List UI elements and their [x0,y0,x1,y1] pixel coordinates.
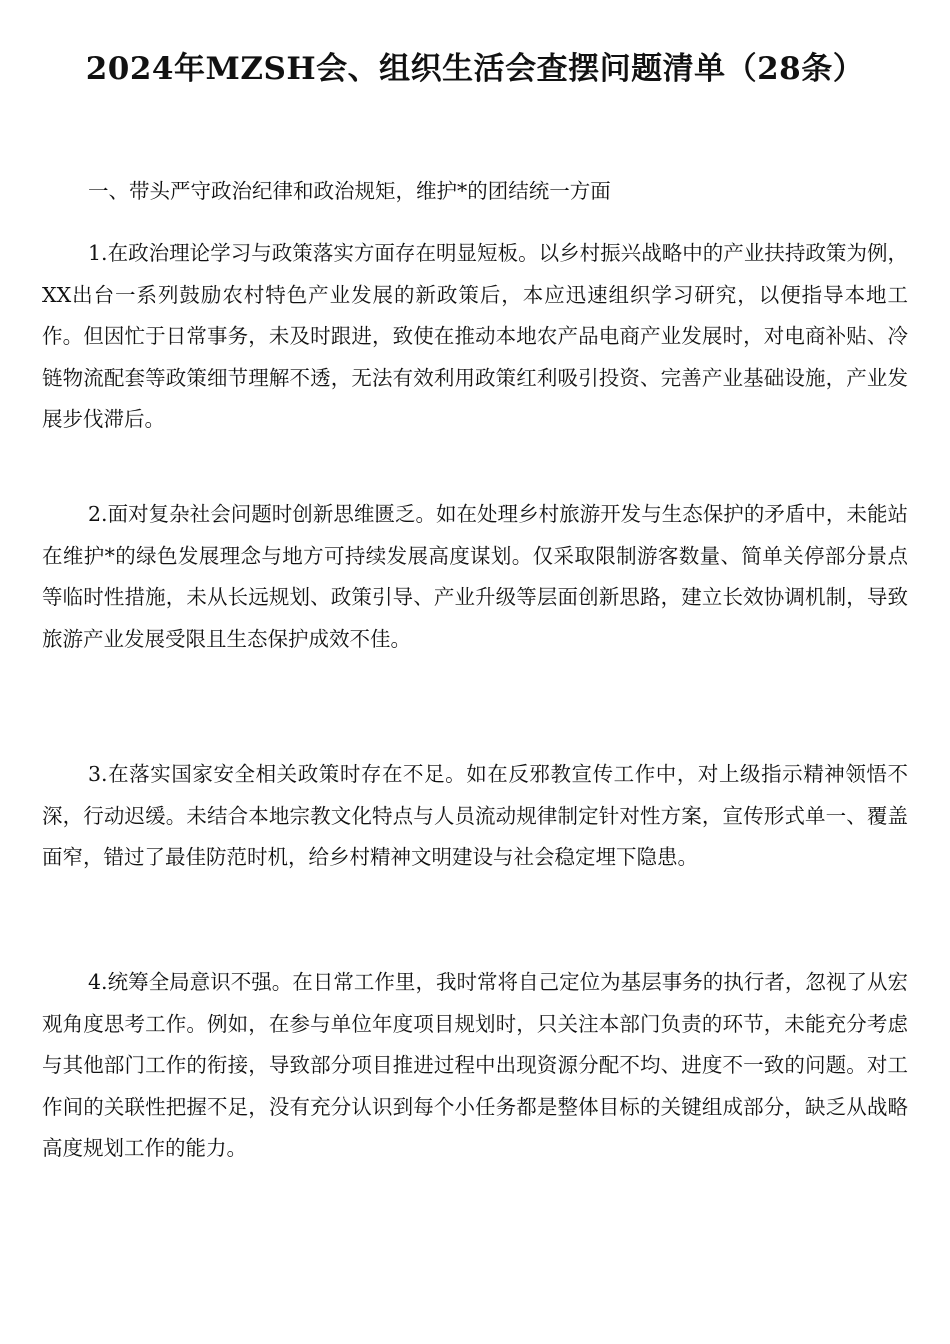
paragraph-2: 2.面对复杂社会问题时创新思维匮乏。如在处理乡村旅游开发与生态保护的矛盾中，未能站在维护*的绿色发展理念与地方可持续发展高度谋划。仅采取限制游客数量、简单关停部分景点等临时性措施，未从长远规划、政策引导、产业升级等层面创新思路，建立长效协调机制，导致旅游产业发展受限且生态保护成效不佳。 [42,502,908,651]
paragraph-1: 1.在政治理论学习与政策落实方面存在明显短板。以乡村振兴战略中的产业扶持政策为例，XX出台一系列鼓励农村特色产业发展的新政策后，本应迅速组织学习研究，以便指导本地工作。但因忙于日常事务，未及时跟进，致使在推动本地农产品电商产业发展时，对电商补贴、冷链物流配套等政策细节理解不透，无法有效利用政策红利吸引投资、完善产业基础设施，产业发展步伐滞后。 [42,241,908,431]
section-heading: 一、带头严守政治纪律和政治规矩，维护*的团结统一方面 [88,179,611,203]
paragraph-4: 4.统筹全局意识不强。在日常工作里，我时常将自己定位为基层事务的执行者，忽视了从宏观角度思考工作。例如，在参与单位年度项目规划时，只关注本部门负责的环节，未能充分考虑与其他部门工作的衔接，导致部分项目推进过程中出现资源分配不均、进度不一致的问题。对工作间的关联性把握不足，没有充分认识到每个小任务都是整体目标的关键组成部分，缺乏从战略高度规划工作的能力。 [42,970,908,1160]
document-title: 2024年MZSH会、组织生活会查摆问题清单（28条） [85,51,865,87]
paragraph-3: 3.在落实国家安全相关政策时存在不足。如在反邪教宣传工作中，对上级指示精神领悟不深，行动迟缓。未结合本地宗教文化特点与人员流动规律制定针对性方案，宣传形式单一、覆盖面窄，错过了最佳防范时机，给乡村精神文明建设与社会稳定埋下隐患。 [42,762,908,869]
